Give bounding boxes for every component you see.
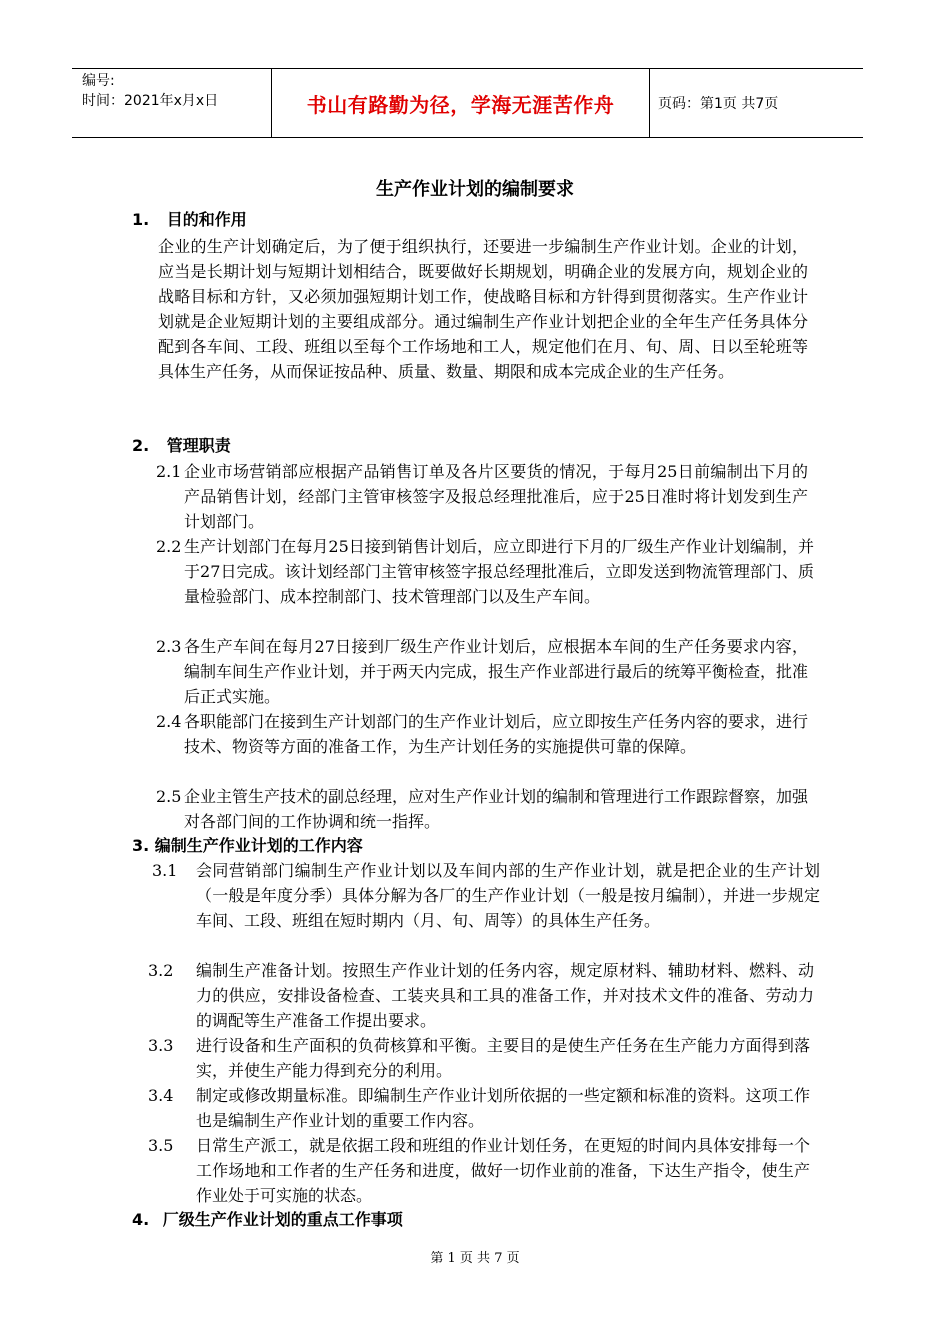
item-text: 编制生产准备计划。按照生产作业计划的任务内容，规定原材料、辅助材料、燃料、动力的供应，安排设备检查、工装夹具和工具的准备工作，并对技术文件的准备、劳动力的调配等生产准备工作提出要求。	[196, 961, 814, 1030]
document-title: 生产作业计划的编制要求	[376, 179, 574, 200]
item-text: 生产计划部门在每月25日接到销售计划后，应立即进行下月的厂级生产作业计划编制，并于27日完成。该计划经部门主管审核签字报总经理批准后，立即发送到物流管理部门、质量检验部门、成本控制部门、技术管理部门以及生产车间。	[184, 537, 814, 606]
section-number: 1.	[132, 210, 150, 229]
page-header	[72, 68, 863, 138]
section-number: 2.	[132, 436, 150, 455]
section-4-heading	[132, 1207, 403, 1232]
item-number: 2.2	[156, 537, 182, 556]
section-1-body: 企业的生产计划确定后，为了便于组织执行，还要进一步编制生产作业计划。企业的计划，应当是长期计划与短期计划相结合，既要做好长期规划，明确企业的发展方向，规划企业的战略目标和方针，又必须加强短期计划工作，使战略目标和方针得到贯彻落实。生产作业计划就是企业短期计划的主要组成部分。通过编制生产作业计划把企业的全年生产任务具体分配到各车间、工段、班组以至每个工作场地和工人，规定他们在月、旬、周、日以至轮班等具体生产任务，从而保证按品种、质量、数量、期限和成本完成企业的生产任务。	[158, 237, 808, 381]
list-item	[156, 709, 808, 759]
item-text: 进行设备和生产面积的负荷核算和平衡。主要目的是使生产任务在生产能力方面得到落实，并使生产能力得到充分的利用。	[196, 1036, 810, 1080]
list-item	[148, 958, 814, 1033]
item-number: 3.4	[148, 1086, 174, 1105]
item-text: 企业市场营销部应根据产品销售订单及各片区要货的情况，于每月25日前编制出下月的产品销售计划，经部门主管审核签字及报总经理批准后，应于25日准时将计划发到生产计划部门。	[184, 462, 808, 531]
header-meta	[72, 69, 272, 137]
list-item	[156, 534, 814, 609]
header-motto: 书山有路勤为径，学海无涯苦作舟	[306, 92, 615, 117]
header-page-info: 页码：第1页 共7页	[658, 96, 779, 112]
item-number: 3.3	[148, 1036, 174, 1055]
list-item	[156, 459, 808, 534]
item-number: 2.3	[156, 637, 182, 656]
list-item	[148, 1033, 810, 1083]
page-footer: 第 1 页 共 7 页	[430, 1251, 520, 1266]
item-number: 3.1	[152, 861, 178, 880]
item-number: 3.2	[148, 961, 174, 980]
item-number: 3.5	[148, 1136, 174, 1155]
list-item	[156, 784, 808, 834]
section-3-heading: 3. 编制生产作业计划的工作内容	[132, 836, 363, 855]
item-number: 2.5	[156, 787, 182, 806]
item-text: 制定或修改期量标准。即编制生产作业计划所依据的一些定额和标准的资料。这项工作也是编制生产作业计划的重要工作内容。	[196, 1086, 810, 1130]
item-text: 各生产车间在每月27日接到厂级生产作业计划后，应根据本车间的生产任务要求内容，编制车间生产作业计划，并于两天内完成，报生产作业部进行最后的统筹平衡检查，批准后正式实施。	[184, 637, 809, 706]
item-text: 日常生产派工，就是依据工段和班组的作业计划任务，在更短的时间内具体安排每一个工作场地和工作者的生产任务和进度，做好一切作业前的准备，下达生产指令，使生产作业处于可实施的状态。	[196, 1136, 810, 1205]
section-number: 4.	[132, 1210, 150, 1229]
section-title: 目的和作用	[166, 210, 247, 229]
document-time: 时间：2021年x月x日	[82, 93, 219, 109]
item-text: 各职能部门在接到生产计划部门的生产作业计划后，应立即按生产任务内容的要求，进行技术、物资等方面的准备工作，为生产计划任务的实施提供可靠的保障。	[184, 712, 809, 756]
section-title: 管理职责	[166, 436, 231, 455]
list-item	[148, 1133, 810, 1208]
item-number: 2.4	[156, 712, 182, 731]
section-title: 厂级生产作业计划的重点工作事项	[162, 1210, 403, 1229]
header-motto-cell	[272, 69, 650, 137]
section-2-heading	[132, 433, 231, 458]
item-text: 企业主管生产技术的副总经理，应对生产作业计划的编制和管理进行工作跟踪督察，加强对各部门间的工作协调和统一指挥。	[184, 787, 809, 831]
list-item	[148, 1083, 810, 1133]
list-item	[156, 634, 808, 709]
item-number: 2.1	[156, 462, 182, 481]
section-1-heading	[132, 207, 247, 232]
item-text: 会同营销部门编制生产作业计划以及车间内部的生产作业计划，就是把企业的生产计划（一般是年度分季）具体分解为各厂的生产作业计划（一般是按月编制），并进一步规定车间、工段、班组在短时期内（月、旬、周等）的具体生产任务。	[196, 861, 820, 930]
list-item	[152, 858, 820, 933]
document-number-label: 编号:	[82, 73, 115, 89]
